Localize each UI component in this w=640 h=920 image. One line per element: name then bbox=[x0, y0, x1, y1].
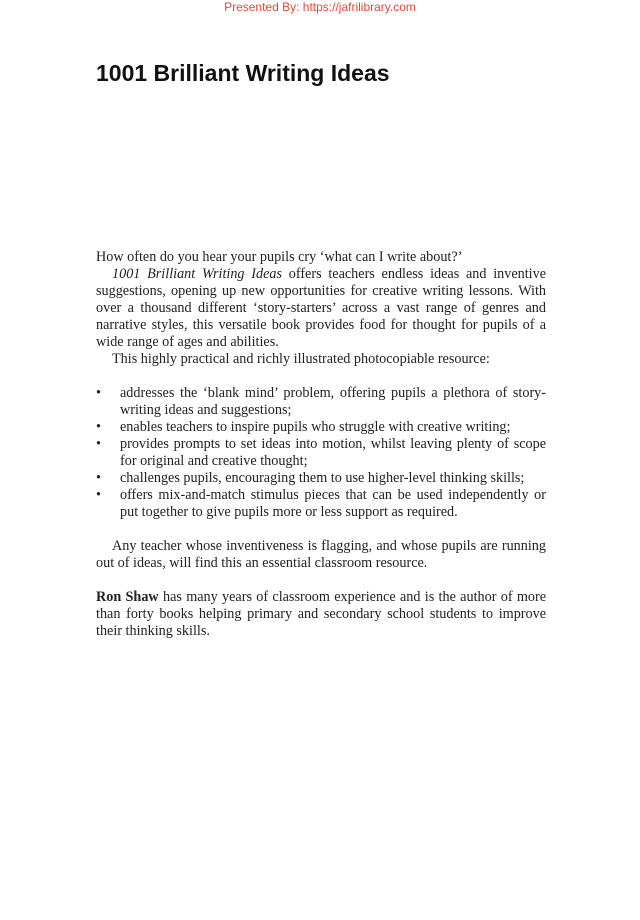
bullet-icon: • bbox=[96, 470, 101, 486]
author-bio bbox=[96, 589, 546, 640]
bullet-icon: • bbox=[96, 487, 101, 503]
list-item-text: provides prompts to set ideas into motion, whilst leaving plenty of scope for original and creative thought; bbox=[120, 436, 546, 469]
bullet-icon: • bbox=[96, 436, 101, 452]
resource-line: This highly practical and richly illustrated photocopiable resource: bbox=[112, 351, 490, 367]
bullet-icon: • bbox=[96, 419, 101, 435]
intro-description bbox=[96, 266, 546, 351]
spacer bbox=[96, 521, 546, 538]
list-item-text: offers mix-and-match stimulus pieces that can be used independently or put together to give pupils more or less support as required. bbox=[120, 487, 546, 520]
watermark-text: Presented By: https://jafrilibrary.com bbox=[224, 0, 416, 14]
author-name: Ron Shaw bbox=[96, 589, 159, 605]
list-item-text: addresses the ‘blank mind’ problem, offering pupils a plethora of story-writing ideas and suggestions; bbox=[120, 385, 546, 418]
list-item-text: challenges pupils, encouraging them to use higher-level thinking skills; bbox=[120, 470, 525, 486]
bullet-icon: • bbox=[96, 385, 101, 401]
closing-paragraph: Any teacher whose inventiveness is flagging, and whose pupils are running out of ideas, will find this an essential classroom resource. bbox=[96, 538, 546, 571]
feature-list bbox=[96, 385, 546, 521]
list-item bbox=[96, 470, 546, 487]
page-title: 1001 Brilliant Writing Ideas bbox=[96, 60, 390, 86]
intro-question: How often do you hear your pupils cry ‘what can I write about?’ bbox=[96, 249, 463, 265]
spacer bbox=[96, 572, 546, 589]
description-text: offers teachers endless ideas and inventive suggestions, opening up new opportunities for creative writing lessons. With over a thousand different ‘story-starters’ across a vast range of genres and narrative styles, this versatile book provides food for thought for pupils of a wide range of ages and abilities. bbox=[96, 266, 546, 350]
blurb-text bbox=[96, 249, 546, 640]
book-title-italic: 1001 Brilliant Writing Ideas bbox=[112, 266, 283, 282]
list-item bbox=[96, 436, 546, 470]
list-item bbox=[96, 487, 546, 521]
author-bio-text: has many years of classroom experience and is the author of more than forty books helping primary and secondary school students to improve their thinking skills. bbox=[96, 589, 547, 639]
list-item bbox=[96, 385, 546, 419]
spacer bbox=[96, 368, 546, 385]
list-item-text: enables teachers to inspire pupils who struggle with creative writing; bbox=[120, 419, 511, 435]
list-item bbox=[96, 419, 546, 436]
